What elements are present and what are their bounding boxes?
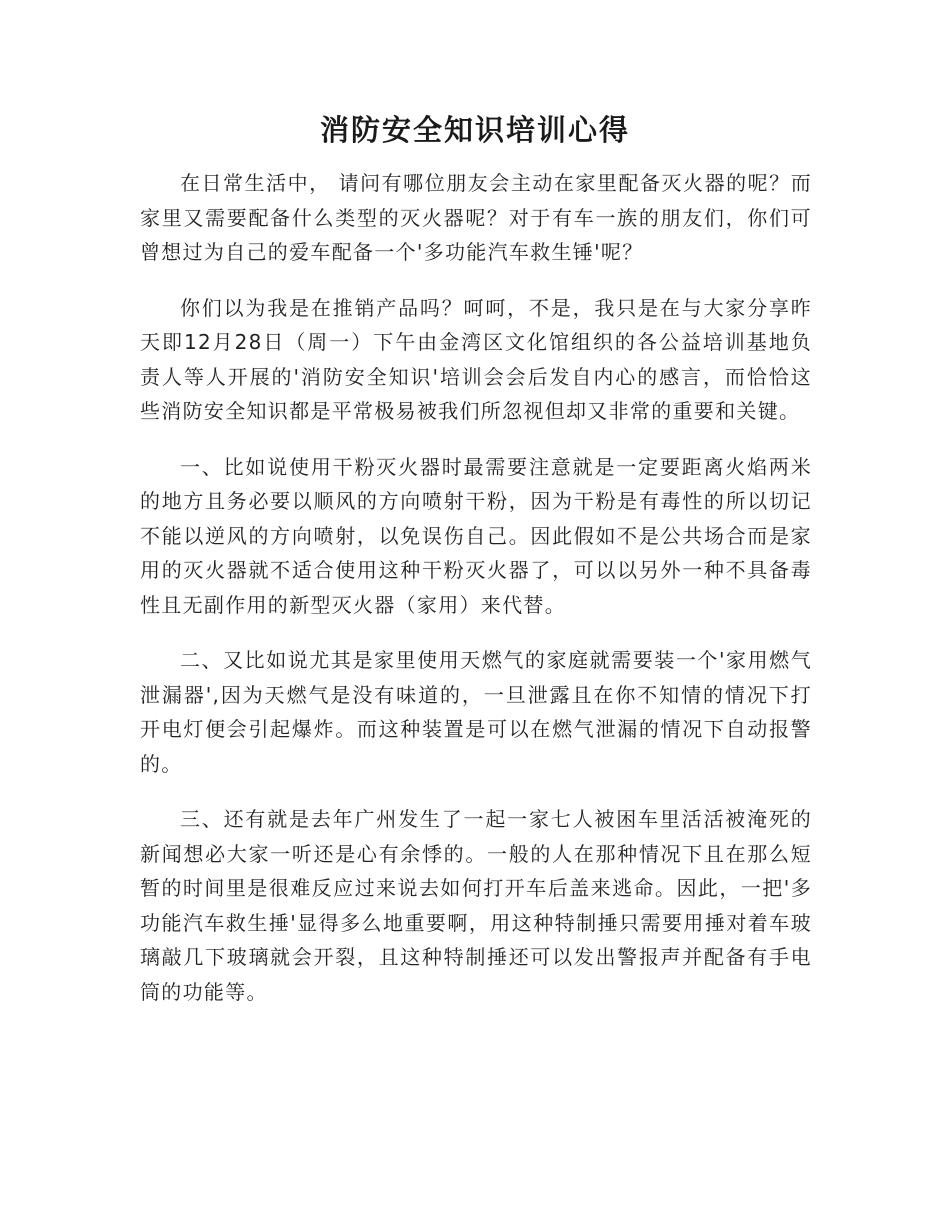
- paragraph-point-three: 三、还有就是去年广州发生了一起一家七人被困车里活活被淹死的新闻想必大家一听还是心有余悸的。一般的人在那种情况下且在那么短暂的时间里是很难反应过来说去如何打开车后盖来逃命。因此，一把'多功能汽车救生捶'显得多么地重要啊，用这种特制捶只需要用捶对着车玻璃敲几下玻璃就会开裂，且这种特制捶还可以发出警报声并配备有手电筒的功能等。: [140, 807, 812, 1004]
- document-title: 消防安全知识培训心得: [319, 113, 630, 147]
- paragraph-intro: 在日常生活中， 请问有哪位朋友会主动在家里配备灭火器的呢？而家里又需要配备什么类型的灭火器呢？对于有车一族的朋友们，你们可曾想过为自己的爱车配备一个'多功能汽车救生锤'呢？: [140, 171, 812, 264]
- paragraph-context: 你们以为我是在推销产品吗？呵呵，不是，我只是在与大家分享昨天即12月28日（周一）下午由金湾区文化馆组织的各公益培训基地负责人等人开展的'消防安全知识'培训会会后发自内心的感言，而恰恰这些消防安全知识都是平常极易被我们所忽视但却又非常的重要和关键。: [140, 295, 812, 423]
- document-body: [140, 166, 812, 1030]
- paragraph-point-two: 二、又比如说尤其是家里使用天燃气的家庭就需要装一个'家用燃气泄漏器',因为天燃气是没有味道的，一旦泄露且在你不知情的情况下打开电灯便会引起爆炸。而这种装置是可以在燃气泄漏的情况下自动报警的。: [140, 648, 812, 776]
- paragraph-point-one: 一、比如说使用干粉灭火器时最需要注意就是一定要距离火焰两米的地方且务必要以顺风的方向喷射干粉，因为干粉是有毒性的所以切记不能以逆风的方向喷射，以免误伤自己。因此假如不是公共场合而是家用的灭火器就不适合使用这种干粉灭火器了，可以以另外一种不具备毒性且无副作用的新型灭火器（家用）来代替。: [140, 454, 812, 617]
